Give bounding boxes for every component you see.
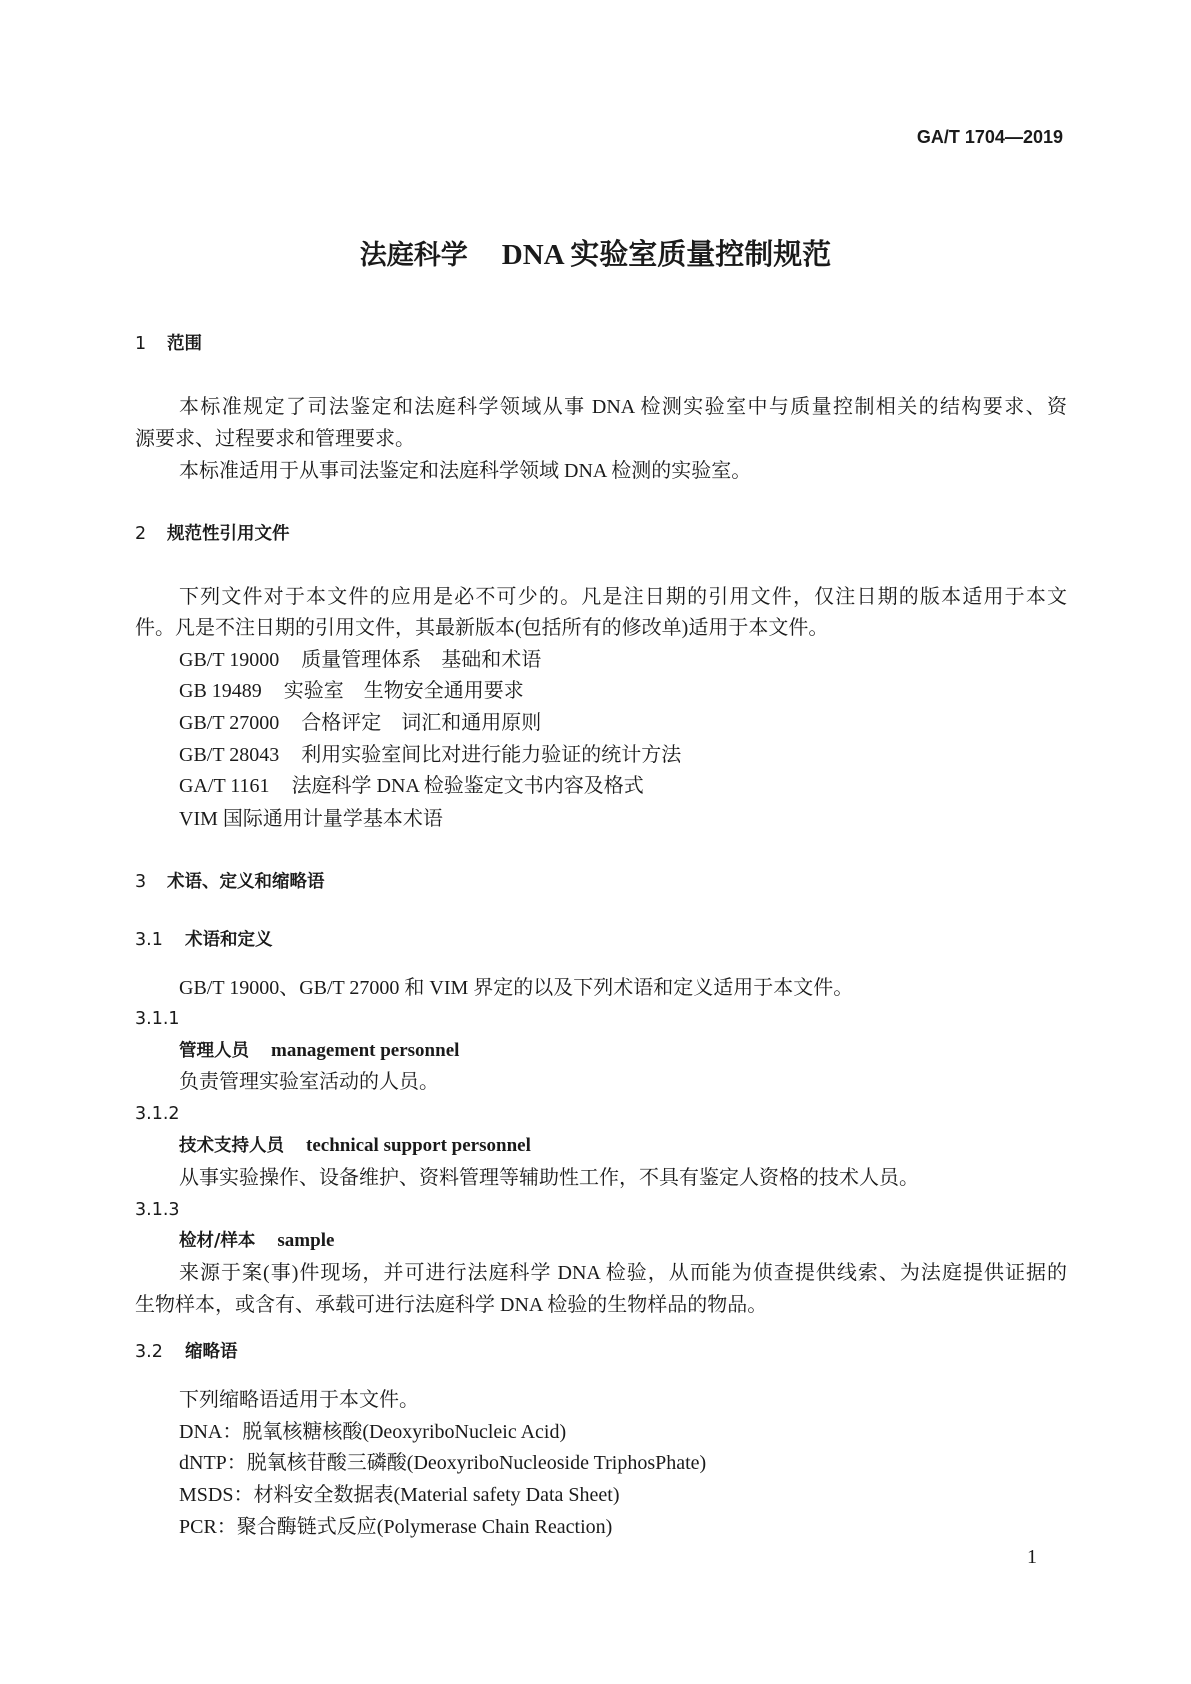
reference-item xyxy=(179,774,644,798)
s1-para-2: 本标准适用于从事司法鉴定和法庭科学领域 DNA 检测的实验室。 xyxy=(179,460,752,482)
section-title: 术语、定义和缩略语 xyxy=(167,872,325,892)
section-number: 2 xyxy=(135,524,147,544)
s2-para-1: 下列文件对于本文件的应用是必不可少的。凡是注日期的引用文件，仅注日期的版本适用于本文 xyxy=(179,586,1067,608)
reference-title: 合格评定 词汇和通用原则 xyxy=(301,712,542,734)
reference-item xyxy=(179,807,443,831)
reference-item xyxy=(179,648,541,672)
section-3-1-heading xyxy=(135,928,273,952)
reference-title: 利用实验室间比对进行能力验证的统计方法 xyxy=(301,744,682,766)
abbreviation-item: MSDS：材料安全数据表(Material safety Data Sheet) xyxy=(179,1484,620,1506)
s1-para-1b: 源要求、过程要求和管理要求。 xyxy=(135,428,415,450)
section-2-heading xyxy=(135,522,290,546)
section-number: 1 xyxy=(135,334,147,354)
term-en: technical support personnel xyxy=(306,1135,531,1156)
reference-code: GB/T 28043 xyxy=(179,744,280,766)
reference-code: GA/T 1161 xyxy=(179,775,270,797)
term-title xyxy=(179,1039,459,1063)
section-title: 术语和定义 xyxy=(185,930,273,950)
term-title xyxy=(179,1229,334,1253)
title-rest: DNA 实验室质量控制规范 xyxy=(501,239,832,271)
term-definition: 负责管理实验室活动的人员。 xyxy=(179,1071,439,1093)
section-number: 3 xyxy=(135,872,147,892)
term-number: 3.1.2 xyxy=(135,1104,180,1124)
abbreviation-item: DNA：脱氧核糖核酸(DeoxyriboNucleic Acid) xyxy=(179,1421,567,1443)
section-number: 3.1 xyxy=(135,930,163,950)
term-en: management personnel xyxy=(271,1040,460,1061)
reference-title: 实验室 生物安全通用要求 xyxy=(283,680,524,702)
reference-code: GB/T 27000 xyxy=(179,712,280,734)
reference-title: 法庭科学 DNA 检验鉴定文书内容及格式 xyxy=(291,775,644,797)
section-title: 规范性引用文件 xyxy=(167,524,290,544)
reference-code: VIM xyxy=(179,808,218,830)
abbreviation-item: dNTP：脱氧核苷酸三磷酸(DeoxyriboNucleoside TriphosPhate) xyxy=(179,1452,707,1474)
section-1-heading xyxy=(135,332,202,356)
term-number: 3.1.3 xyxy=(135,1200,180,1220)
reference-title: 质量管理体系 基础和术语 xyxy=(301,649,542,671)
section-title: 缩略语 xyxy=(185,1342,238,1362)
section-title: 范围 xyxy=(167,334,202,354)
reference-code: GB 19489 xyxy=(179,680,262,702)
term-number: 3.1.1 xyxy=(135,1009,180,1029)
reference-item xyxy=(179,679,524,703)
term-title xyxy=(179,1134,531,1158)
term-definition: 从事实验操作、设备维护、资料管理等辅助性工作，不具有鉴定人资格的技术人员。 xyxy=(179,1167,919,1189)
reference-item xyxy=(179,711,541,735)
s2-para-1b: 件。凡是不注日期的引用文件，其最新版本(包括所有的修改单)适用于本文件。 xyxy=(135,617,829,639)
s1-para-1: 本标准规定了司法鉴定和法庭科学领域从事 DNA 检测实验室中与质量控制相关的结构要求、资 xyxy=(179,396,1067,418)
reference-item xyxy=(179,743,681,767)
term-zh: 技术支持人员 xyxy=(179,1136,284,1156)
term-zh: 检材/样本 xyxy=(179,1231,256,1251)
term-definition: 来源于案(事)件现场，并可进行法庭科学 DNA 检验，从而能为侦查提供线索、为法庭提供证据的 xyxy=(179,1262,1067,1284)
reference-title: 国际通用计量学基本术语 xyxy=(222,808,443,830)
section-number: 3.2 xyxy=(135,1342,163,1362)
standard-number: GA/T 1704—2019 xyxy=(916,127,1063,147)
s32-intro: 下列缩略语适用于本文件。 xyxy=(179,1389,419,1411)
title-zh: 法庭科学 xyxy=(359,240,468,271)
s31-intro: GB/T 19000、GB/T 27000 和 VIM 界定的以及下列术语和定义适用于本文件。 xyxy=(179,977,854,999)
page-number: 1 xyxy=(1027,1546,1037,1568)
section-3-2-heading xyxy=(135,1340,238,1364)
reference-code: GB/T 19000 xyxy=(179,649,280,671)
term-en: sample xyxy=(277,1230,335,1251)
abbreviation-item: PCR：聚合酶链式反应(Polymerase Chain Reaction) xyxy=(179,1516,613,1538)
document-title xyxy=(0,232,1191,273)
term-definition-cont: 生物样本，或含有、承载可进行法庭科学 DNA 检验的生物样品的物品。 xyxy=(135,1294,768,1316)
term-zh: 管理人员 xyxy=(179,1041,249,1061)
section-3-heading xyxy=(135,870,325,894)
